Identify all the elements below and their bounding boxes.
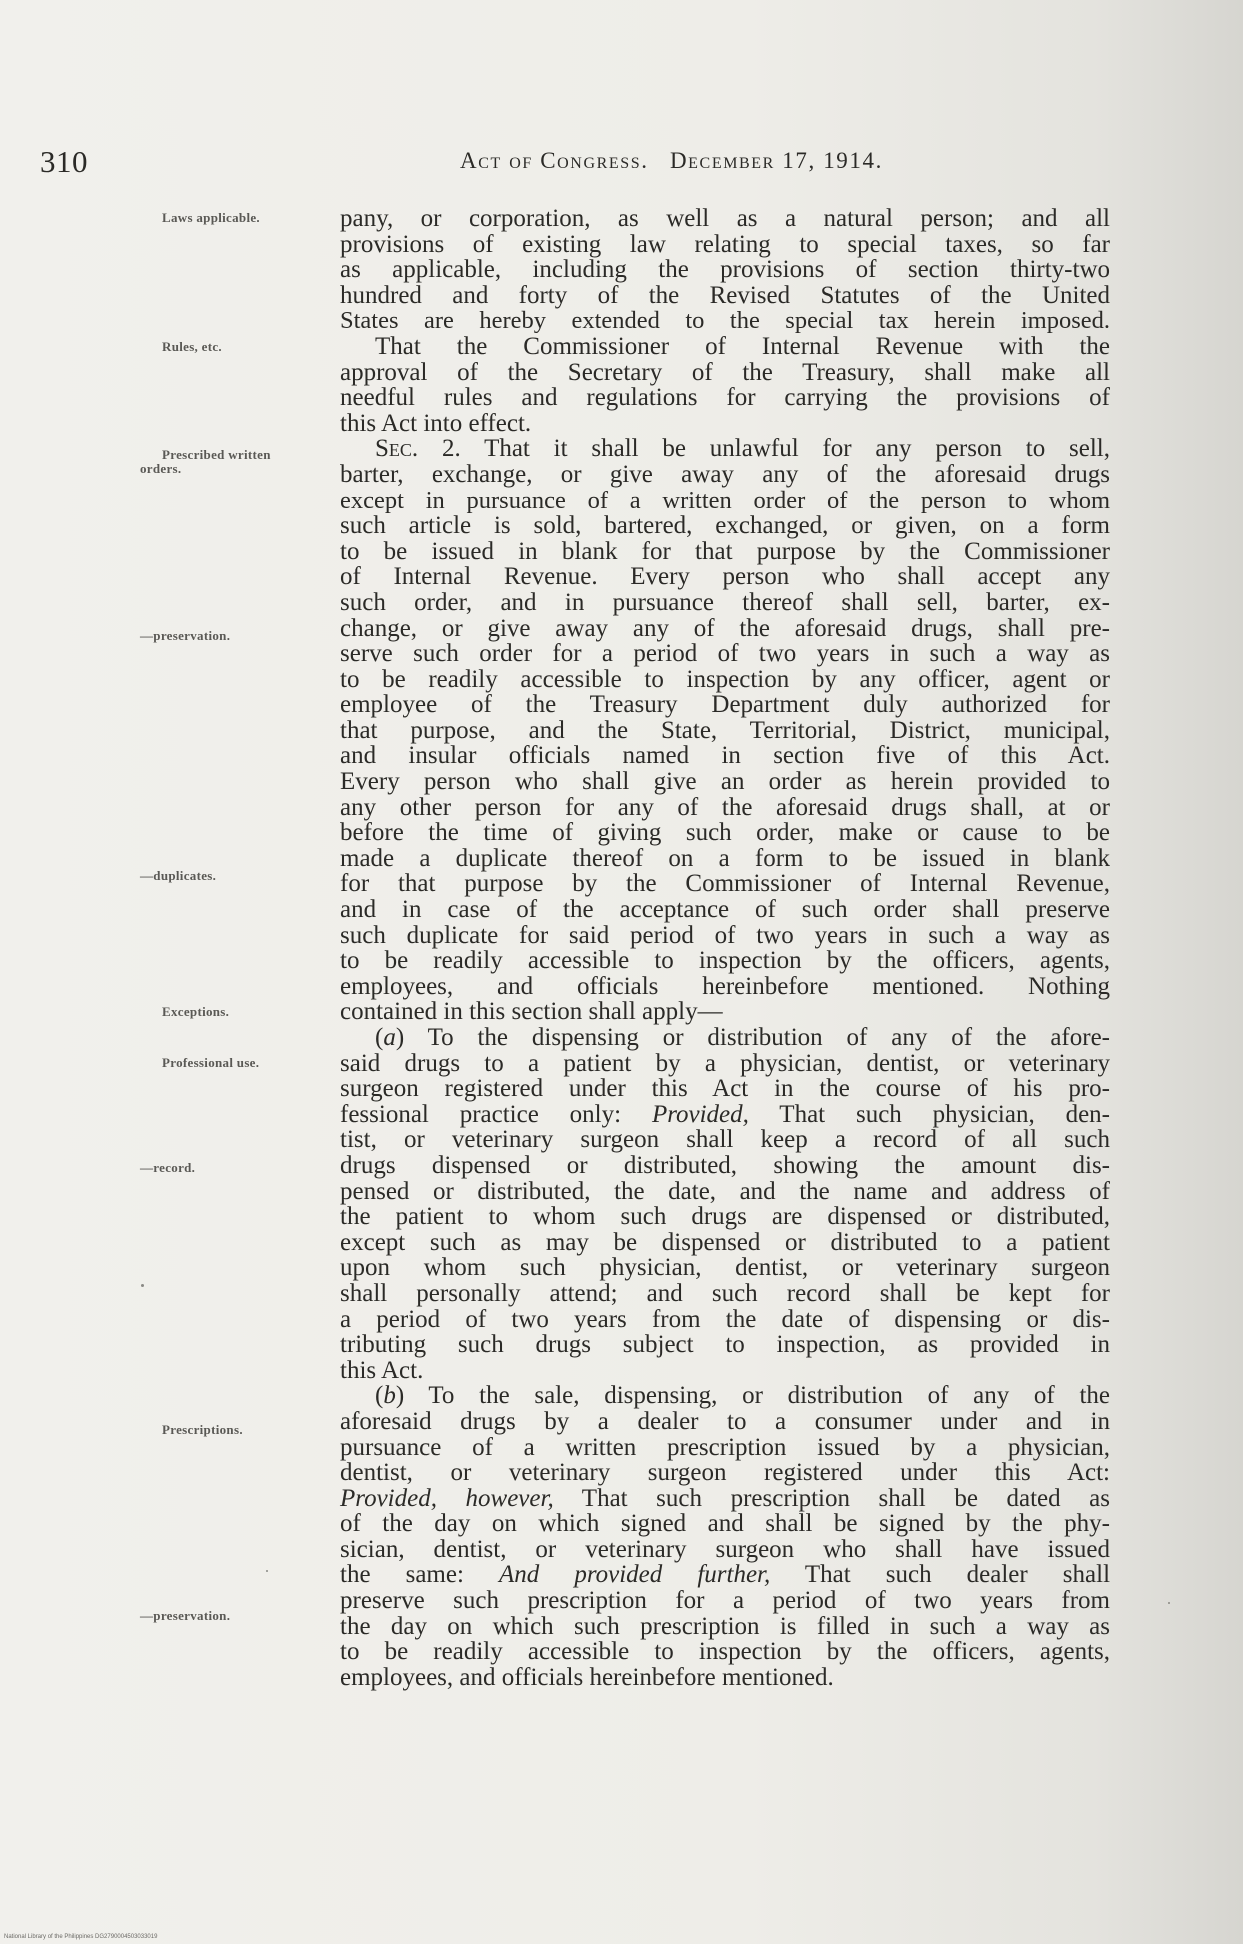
text-line: surgeon registered under this Act in the course of his pro-: [340, 1075, 1110, 1103]
text-line: made a duplicate thereof on a form to be issued in blank: [340, 844, 1110, 872]
text-line: pursuance of a written prescription issued by a physician,: [340, 1433, 1110, 1461]
margin-note-exceptions: Exceptions.: [162, 1004, 230, 1019]
text-line: (a) To the dispensing or distribution of any of the afore-: [375, 1024, 1110, 1051]
text-line: tist, or veterinary surgeon shall keep a record of all such: [340, 1126, 1110, 1154]
text-line: this Act into effect.: [340, 409, 532, 437]
running-head-date: December 17, 1914.: [669, 148, 883, 173]
margin-note-prescriptions: Prescriptions.: [162, 1422, 243, 1437]
text-line: such article is sold, bartered, exchanged, or given, on a form: [340, 512, 1110, 540]
text-line: pany, or corporation, as well as a natural person; and all: [340, 205, 1110, 232]
text-line: Provided, however, That such prescription shall be dated as: [340, 1484, 1110, 1512]
margin-note-duplicates: —duplicates.: [140, 868, 217, 883]
margin-note-preservation: —preservation.: [140, 628, 231, 643]
text-line: serve such order for a period of two years in such a way as: [340, 640, 1110, 668]
text-line: upon whom such physician, dentist, or veterinary surgeon: [340, 1254, 1110, 1282]
text-line: Every person who shall give an order as herein provided to: [340, 768, 1110, 796]
text-line: drugs dispensed or distributed, showing the amount dis-: [340, 1151, 1110, 1179]
text-line: of the day on which signed and shall be signed by the phy-: [340, 1510, 1110, 1538]
text-line: the same: And provided further, That such dealer shall: [340, 1561, 1111, 1589]
text-line: dentist, or veterinary surgeon registered under this Act:: [340, 1459, 1110, 1487]
text-line: aforesaid drugs by a dealer to a consumer under and in: [340, 1407, 1110, 1435]
margin-note-record: —record.: [140, 1160, 196, 1175]
margin-note-professional-use: Professional use.: [162, 1055, 260, 1070]
text-line: approval of the Secretary of the Treasury, shall make all: [340, 358, 1110, 386]
text-line: and in case of the acceptance of such order shall preserve: [340, 896, 1110, 924]
text-line: employee of the Treasury Department duly authorized for: [340, 691, 1110, 719]
text-line: to be readily accessible to inspection by the officers, agents,: [340, 947, 1110, 975]
text-line: barter, exchange, or give away any of the aforesaid drugs: [340, 460, 1110, 488]
margin-note-orders: orders.: [140, 461, 182, 476]
text-line: that purpose, and the State, Territorial, District, municipal,: [340, 716, 1110, 744]
text-line: pensed or distributed, the date, and the name and address of: [340, 1177, 1110, 1205]
text-line: before the time of giving such order, make or cause to be: [340, 819, 1110, 847]
text-line: for that purpose by the Commissioner of Internal Revenue,: [340, 870, 1110, 898]
text-line: and insular officials named in section five of this Act.: [340, 742, 1110, 770]
text-line: States are hereby extended to the special tax herein imposed.: [340, 307, 1110, 335]
text-line: fessional practice only: Provided, That such physician, den-: [340, 1100, 1110, 1128]
text-line: sician, dentist, or veterinary surgeon who shall have issued: [340, 1535, 1110, 1563]
margin-note-rules: Rules, etc.: [162, 339, 222, 354]
text-line: That the Commissioner of Internal Revenue with the: [375, 332, 1110, 360]
running-head-prefix: Act of Congress.: [460, 148, 649, 173]
text-line: as applicable, including the provisions of section thirty-two: [340, 256, 1110, 284]
text-line: change, or give away any of the aforesaid drugs, shall pre-: [340, 614, 1110, 642]
text-line: hundred and forty of the Revised Statutes of the United: [340, 281, 1110, 309]
text-line: to be issued in blank for that purpose by the Commissioner: [340, 537, 1110, 565]
margin-note-laws-applicable: Laws applicable.: [162, 210, 260, 225]
text-line: tributing such drugs subject to inspection, as provided in: [340, 1331, 1110, 1359]
text-line: the patient to whom such drugs are dispensed or distributed,: [340, 1203, 1110, 1231]
text-line: to be readily accessible to inspection by any officer, agent or: [340, 665, 1110, 693]
page-number: 310: [40, 144, 88, 179]
running-head: [460, 148, 883, 174]
text-line: said drugs to a patient by a physician, dentist, or veterinary: [340, 1049, 1110, 1077]
scan-speck: [266, 1570, 268, 1572]
text-line: contained in this section shall apply—: [340, 998, 723, 1026]
text-line: Sec. 2. That it shall be unlawful for any person to sell,: [375, 435, 1110, 463]
text-line: except such as may be dispensed or distributed to a patient: [340, 1228, 1110, 1256]
text-line: any other person for any of the aforesaid drugs shall, at or: [340, 793, 1110, 821]
scan-speck: [141, 1284, 144, 1287]
text-line: shall personally attend; and such record shall be kept for: [340, 1279, 1110, 1307]
text-line: needful rules and regulations for carrying the provisions of: [340, 384, 1110, 412]
text-line: except in pursuance of a written order of the person to whom: [340, 486, 1110, 514]
text-line: such duplicate for said period of two years in such a way as: [340, 921, 1110, 949]
text-line: employees, and officials hereinbefore mentioned. Nothing: [340, 972, 1110, 1000]
text-line: provisions of existing law relating to special taxes, so far: [340, 230, 1110, 258]
text-line: this Act.: [340, 1356, 424, 1384]
margin-note-preservation-2: —preservation.: [140, 1608, 231, 1623]
statute-body-text: [340, 206, 1110, 1690]
margin-note-prescribed-written: Prescribed written: [162, 447, 271, 462]
page-header: [40, 144, 1040, 188]
text-line: employees, and officials hereinbefore mentioned.: [340, 1663, 834, 1691]
text-line: such order, and in pursuance thereof shall sell, barter, ex-: [340, 588, 1110, 616]
text-line: the day on which such prescription is filled in such a way as: [340, 1612, 1110, 1640]
text-line: of Internal Revenue. Every person who shall accept any: [340, 563, 1110, 591]
scan-credit: National Library of the Philippines DG2790004503033019: [4, 1934, 158, 1940]
scan-speck: [1168, 1602, 1170, 1604]
text-line: (b) To the sale, dispensing, or distribution of any of the: [375, 1382, 1110, 1410]
text-line: to be readily accessible to inspection by the officers, agents,: [340, 1638, 1110, 1666]
text-line: a period of two years from the date of dispensing or dis-: [340, 1305, 1110, 1333]
text-line: preserve such prescription for a period of two years from: [340, 1587, 1110, 1615]
